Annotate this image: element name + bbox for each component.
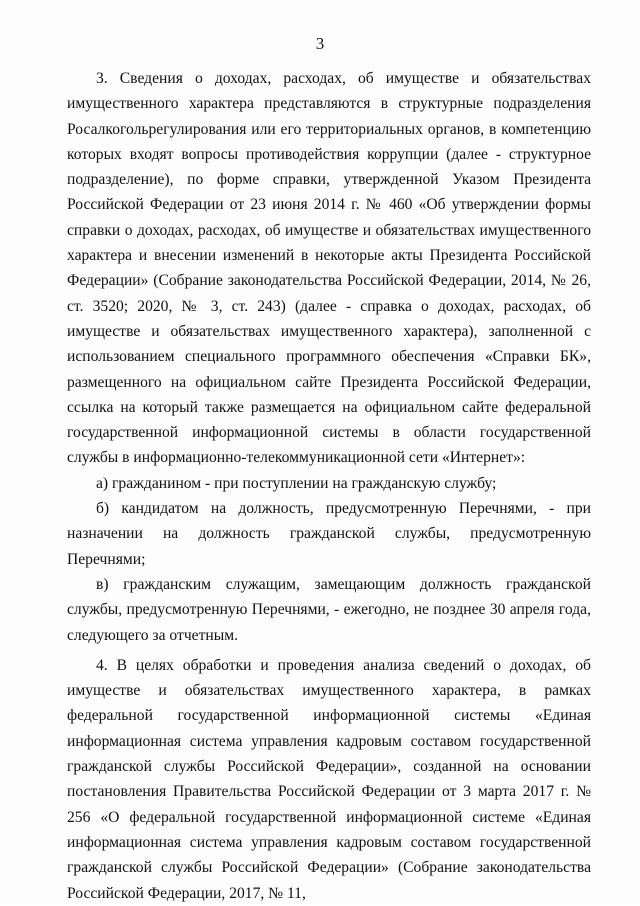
- document-body: [67, 66, 591, 906]
- paragraph-3a: а) гражданином - при поступлении на гражданскую службу;: [96, 474, 497, 492]
- page-number: 3: [315, 34, 325, 53]
- paragraph-4: 4. В целях обработки и проведения анализа сведений о доходах, об имуществе и обязательствах имущественного характера, в рамках федеральной государственной информационной системы «Единая информационная система управления кадровым составом государственной гражданской службы Российской Федерации», созданной на основании постановления Правительства Российской Федерации от 3 марта 2017 г. № 256 «О федеральной государственной информационной системе «Единая информационная система управления кадровым составом государственной гражданской службы Российской Федерации» (Собрание законодательства Российской Федерации, 2017, № 11,: [67, 656, 591, 902]
- paragraph-3c: в) гражданским служащим, замещающим должность гражданской службы, предусмотренную Перечнями, - ежегодно, не позднее 30 апреля года, следующего за отчетным.: [67, 575, 591, 644]
- paragraph-3: 3. Сведения о доходах, расходах, об имуществе и обязательствах имущественного характера представляются в структурные подразделения Росалкогольрегулирования или его территориальных органов, в компетенцию которых входят вопросы противодействия коррупции (далее - структурное подразделение), по форме справки, утвержденной Указом Президента Российской Федерации от 23 июня 2014 г. № 460 «Об утверждении формы справки о доходах, расходах, об имуществе и обязательствах имущественного характера и внесении изменений в некоторые акты Президента Российской Федерации» (Собрание законодательства Российской Федерации, 2014, № 26, ст. 3520; 2020, № 3, ст. 243) (далее - справка о доходах, расходах, об имуществе и обязательствах имущественного характера), заполненной с использованием специального программного обеспечения «Справки БК», размещенного на официальном сайте Президента Российской Федерации, ссылка на который также размещается на официальном сайте федеральной государственной информационной системы в области государственной службы в информационно-телекоммуникационной сети «Интернет»:: [67, 70, 591, 467]
- paragraph-3b: б) кандидатом на должность, предусмотренную Перечнями, - при назначении на должность гражданской службы, предусмотренную Перечнями;: [67, 500, 591, 568]
